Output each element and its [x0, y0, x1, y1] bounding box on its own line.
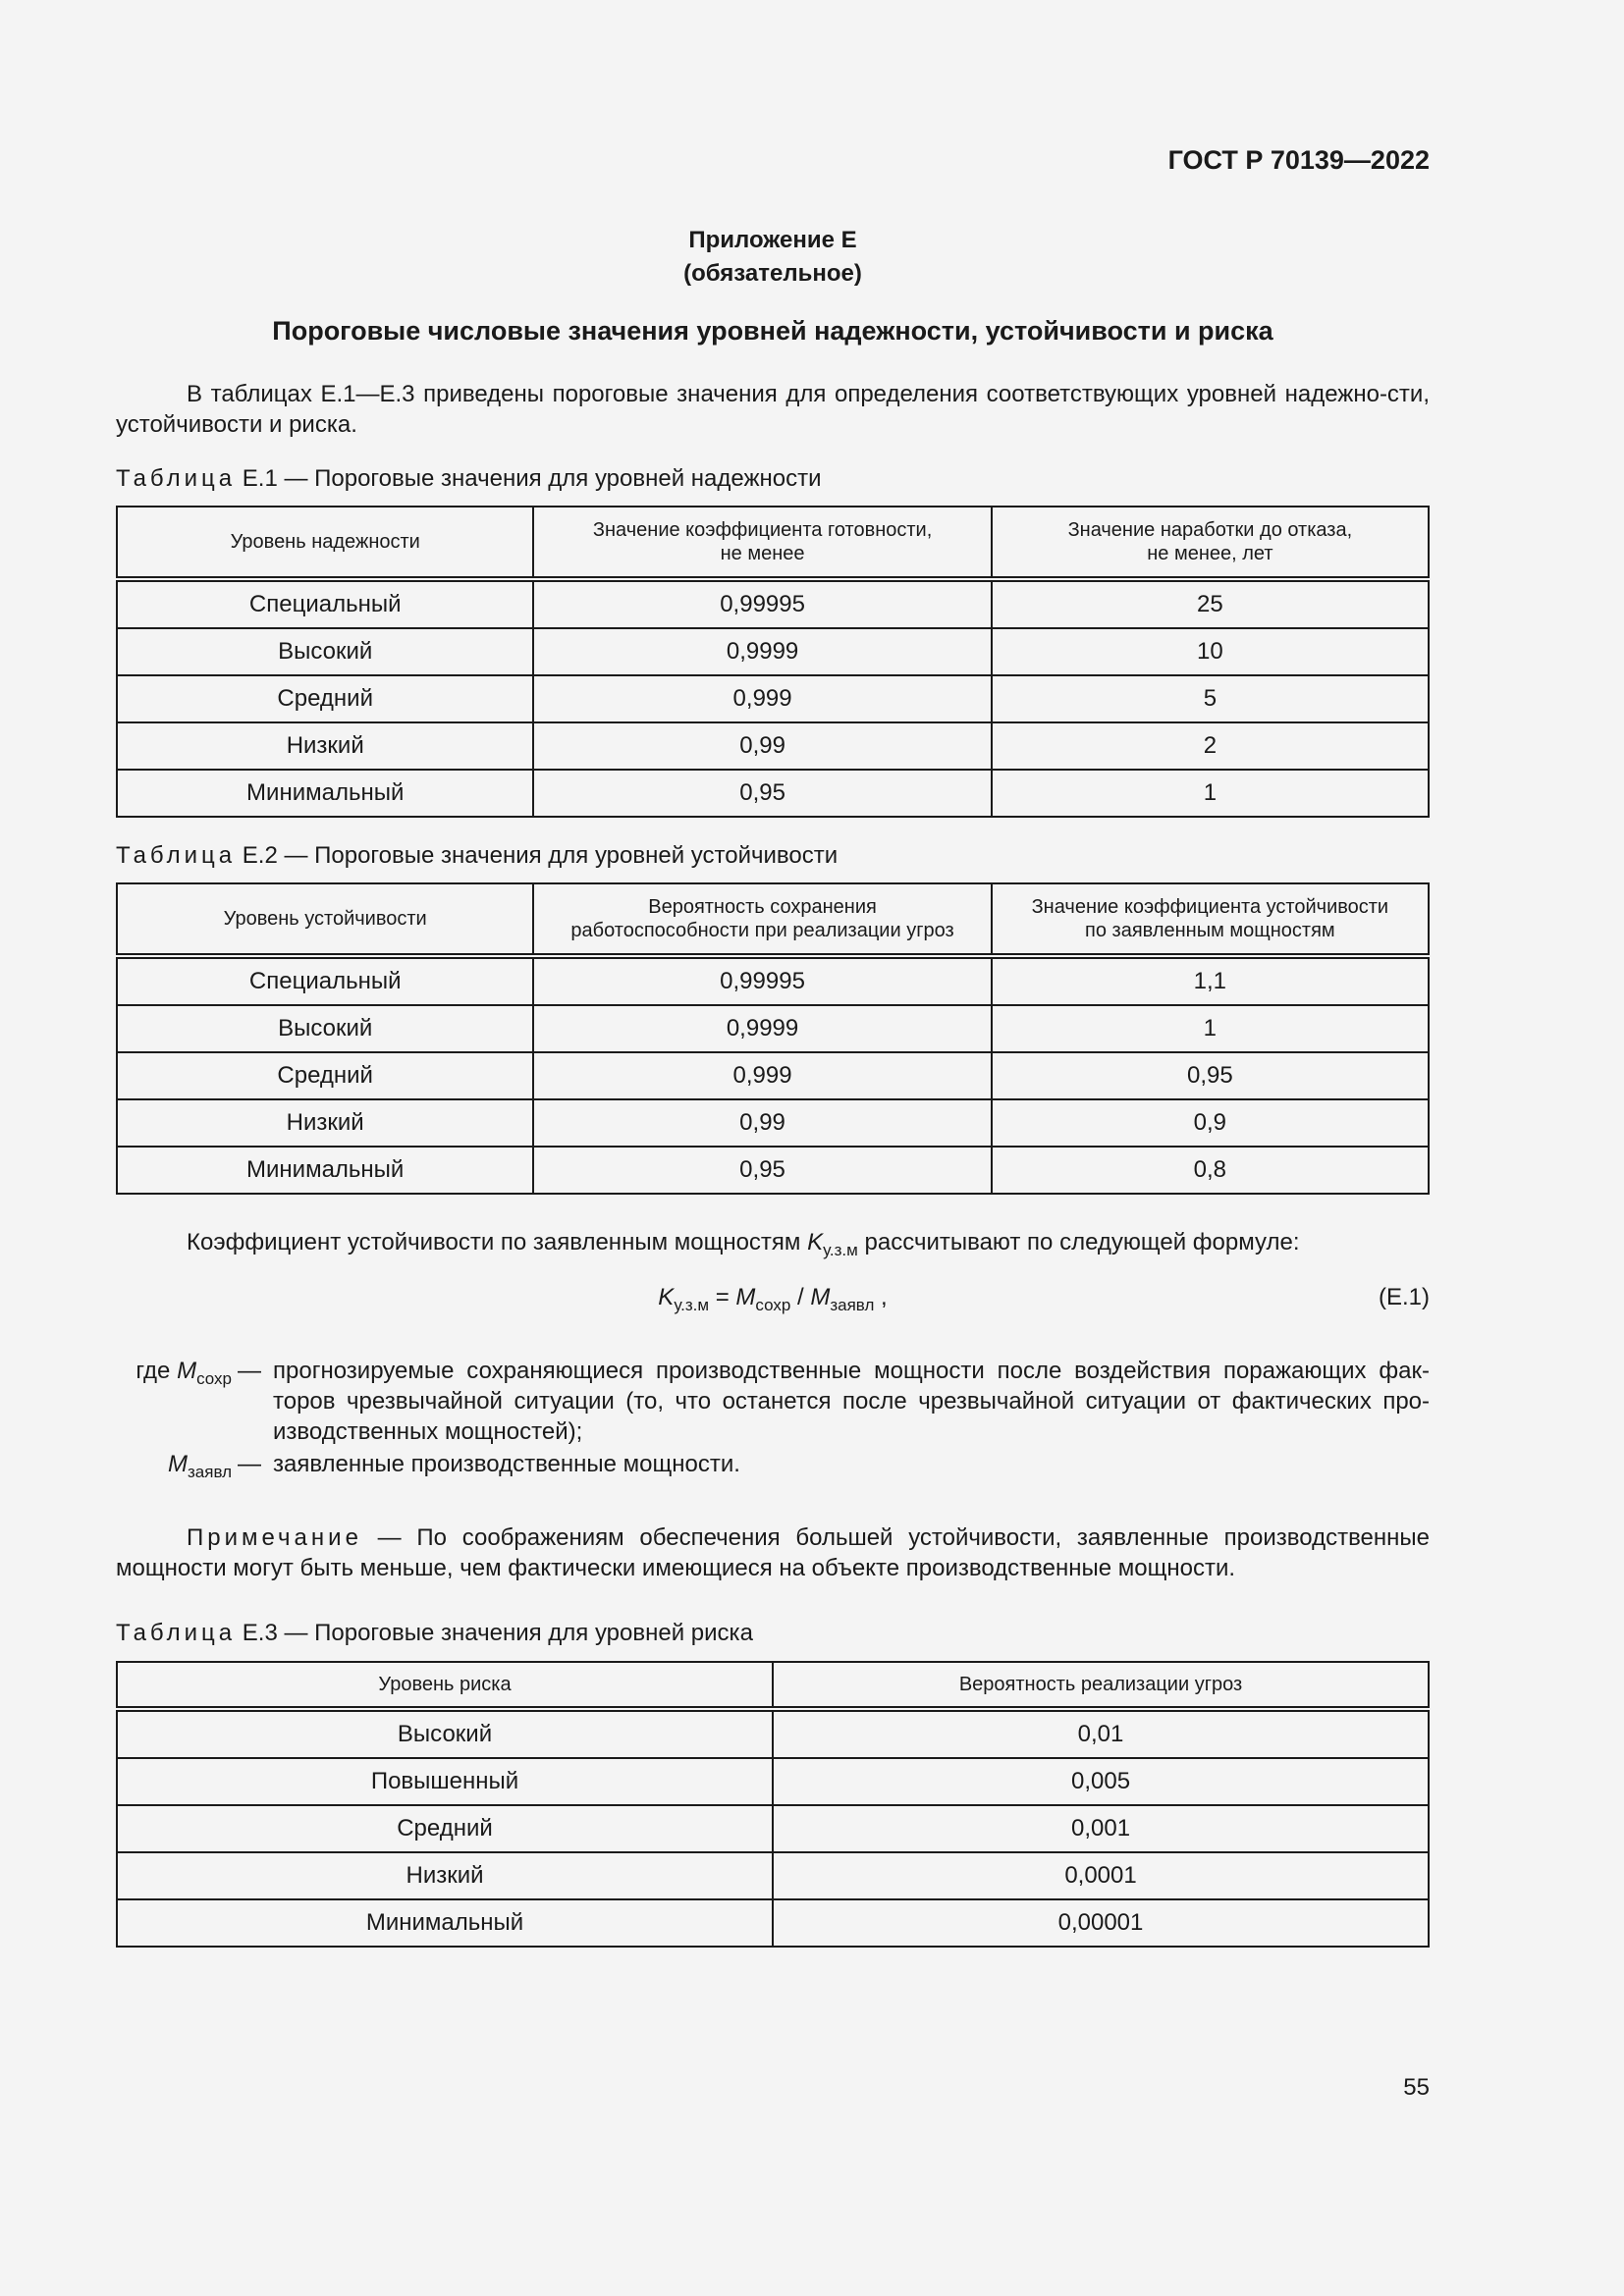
- table3-caption-word: Таблица: [116, 1620, 237, 1646]
- header-cell: Значение коэффициента готовности, не менее: [533, 507, 991, 579]
- formula-number: (Е.1): [1378, 1284, 1430, 1310]
- header-cell: Значение наработки до отказа, не менее, лет: [992, 507, 1429, 579]
- table-cell: 0,9999: [533, 1005, 991, 1052]
- table-cell: 0,99: [533, 1099, 991, 1147]
- table1-caption: [116, 465, 822, 493]
- table-cell: 0,0001: [773, 1852, 1429, 1899]
- definition-text: заявленные производственные мощности.: [273, 1451, 740, 1477]
- table-cell: 2: [992, 722, 1429, 770]
- note-paragraph: [116, 1522, 1430, 1583]
- table-cell: Специальный: [117, 956, 533, 1005]
- formula-e1: $K_{у.з.м} = M_{сохр} / M_{заявл}$ ,: [658, 1284, 888, 1314]
- table-row: [117, 722, 1429, 770]
- table-cell: 0,005: [773, 1758, 1429, 1805]
- header-cell: Уровень риска: [117, 1662, 773, 1709]
- definition-dash: —: [238, 1358, 261, 1384]
- table-row: [117, 1709, 1429, 1758]
- table-cell: 25: [992, 579, 1429, 628]
- table-row: [117, 1099, 1429, 1147]
- appendix-heading: [116, 224, 1430, 291]
- table-cell: Минимальный: [117, 1899, 773, 1947]
- formula-intro: Коэффициент устойчивости по заявленным мощностям $K_{у.з.м}$ рассчитывают по следующей формуле:: [187, 1229, 1300, 1259]
- document-page: [116, 0, 1430, 2296]
- table-cell: 0,999: [533, 675, 991, 722]
- table-row: [117, 1805, 1429, 1852]
- table-cell: 1,1: [992, 956, 1429, 1005]
- table-cell: Высокий: [117, 628, 533, 675]
- table-risk: [116, 1661, 1430, 1948]
- appendix-label: Приложение Е: [688, 227, 857, 253]
- appendix-title: Пороговые числовые значения уровней надежности, устойчивости и риска: [272, 316, 1273, 346]
- table-cell: 0,99995: [533, 579, 991, 628]
- table-row: [117, 770, 1429, 817]
- table-cell: 0,95: [533, 770, 991, 817]
- table-cell: Специальный: [117, 579, 533, 628]
- table2-caption: [116, 842, 838, 870]
- table-cell: 0,99995: [533, 956, 991, 1005]
- table-row: [117, 1005, 1429, 1052]
- definition-item: [116, 1449, 1430, 1482]
- table-cell: 0,001: [773, 1805, 1429, 1852]
- appendix-status: (обязательное): [683, 260, 862, 287]
- table-row: [117, 1052, 1429, 1099]
- table-row: [117, 675, 1429, 722]
- intro-paragraph: В таблицах Е.1—Е.3 приведены пороговые значения для определения соответствующих уровней надежно-сти, устойчивости и риска.: [116, 381, 1430, 438]
- table-header-row: [117, 507, 1429, 579]
- page-number: 55: [1403, 2074, 1430, 2101]
- table-cell: Средний: [117, 1052, 533, 1099]
- table-row: [117, 1147, 1429, 1194]
- table3-caption-text: Е.3 — Пороговые значения для уровней риска: [236, 1620, 753, 1646]
- table-cell: Средний: [117, 675, 533, 722]
- formula-line: [116, 1284, 1430, 1317]
- table1-caption-text: Е.1 — Пороговые значения для уровней надежности: [236, 465, 822, 492]
- header-cell: Значение коэффициента устойчивости по заявленным мощностям: [992, 883, 1429, 956]
- header-cell: Уровень надежности: [117, 507, 533, 579]
- table-cell: Средний: [117, 1805, 773, 1852]
- table-cell: Низкий: [117, 722, 533, 770]
- table-cell: 0,9999: [533, 628, 991, 675]
- table-cell: Низкий: [117, 1852, 773, 1899]
- table-cell: 1: [992, 770, 1429, 817]
- table-cell: 10: [992, 628, 1429, 675]
- table-header-row: [117, 883, 1429, 956]
- table-row: [117, 1852, 1429, 1899]
- table-row: [117, 1899, 1429, 1947]
- table-cell: Минимальный: [117, 1147, 533, 1194]
- standard-designation: ГОСТ Р 70139—2022: [1167, 145, 1430, 175]
- definition-text: прогнозируемые сохраняющиеся производственные мощности после воздействия поражающих фак-торов чрезвычайной ситуации (то, что останется после чрезвычайной ситуации от фактических про-изводственных мощностей);: [273, 1358, 1430, 1445]
- table-row: [117, 579, 1429, 628]
- table-row: [117, 1758, 1429, 1805]
- definition-term: где $M_{сохр}$: [135, 1358, 232, 1388]
- definition-term: $M_{заявл}$: [167, 1451, 232, 1481]
- table3-caption: [116, 1620, 753, 1647]
- definition-item: [116, 1356, 1430, 1450]
- table-cell: Минимальный: [117, 770, 533, 817]
- table-cell: 1: [992, 1005, 1429, 1052]
- table2-caption-word: Таблица: [116, 842, 237, 869]
- table-cell: 0,99: [533, 722, 991, 770]
- table-cell: 0,00001: [773, 1899, 1429, 1947]
- table-cell: Высокий: [117, 1709, 773, 1758]
- table-row: [117, 956, 1429, 1005]
- header-cell: Вероятность сохранения работоспособности при реализации угроз: [533, 883, 991, 956]
- table-cell: 0,95: [992, 1052, 1429, 1099]
- header-cell: Уровень устойчивости: [117, 883, 533, 956]
- note-text: — По соображениям обеспечения большей устойчивости, заявленные производственные мощности могут быть меньше, чем фактически имеющиеся на объекте производственные мощности.: [116, 1524, 1430, 1581]
- table2-caption-text: Е.2 — Пороговые значения для уровней устойчивости: [236, 842, 839, 869]
- table-cell: Высокий: [117, 1005, 533, 1052]
- table-cell: Повышенный: [117, 1758, 773, 1805]
- note-label: Примечание: [187, 1524, 362, 1551]
- header-cell: Вероятность реализации угроз: [773, 1662, 1429, 1709]
- table-header-row: [117, 1662, 1429, 1709]
- table-cell: 0,8: [992, 1147, 1429, 1194]
- table-reliability: [116, 506, 1430, 818]
- table-cell: 0,01: [773, 1709, 1429, 1758]
- table1-caption-word: Таблица: [116, 465, 237, 492]
- table-cell: 5: [992, 675, 1429, 722]
- table-cell: 0,95: [533, 1147, 991, 1194]
- table-cell: 0,999: [533, 1052, 991, 1099]
- table-stability: [116, 882, 1430, 1195]
- table-cell: Низкий: [117, 1099, 533, 1147]
- definition-dash: —: [238, 1451, 261, 1477]
- table-cell: 0,9: [992, 1099, 1429, 1147]
- table-row: [117, 628, 1429, 675]
